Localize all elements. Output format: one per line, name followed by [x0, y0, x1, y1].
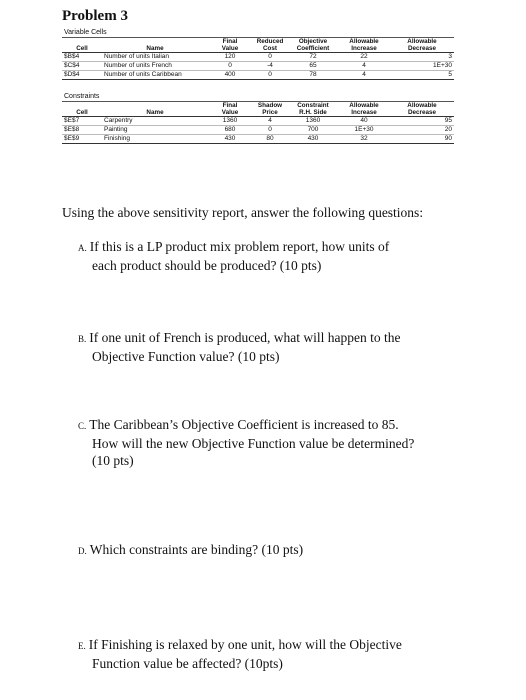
cell-ref: $B$4 — [62, 53, 102, 62]
allowable-decrease: 3 — [390, 53, 454, 62]
final-value: 0 — [208, 62, 252, 71]
objective-coefficient: 78 — [288, 71, 338, 80]
question-line: each product should be produced? (10 pts) — [92, 258, 322, 273]
column-header: Reduced — [256, 38, 284, 45]
constraints-label: Constraints — [62, 92, 454, 102]
column-header: Name — [102, 109, 208, 117]
column-header — [62, 38, 102, 45]
table-row — [62, 62, 454, 71]
column-header: Cell — [62, 45, 102, 53]
table-header-row — [62, 45, 454, 53]
shadow-price: 0 — [252, 126, 288, 135]
variable-cells-table — [62, 38, 454, 80]
allowable-decrease: 5 — [390, 71, 454, 80]
table-row — [62, 135, 454, 144]
question-b — [78, 329, 488, 365]
column-header: Shadow — [257, 102, 283, 109]
allowable-decrease: 90 — [390, 135, 454, 144]
question-letter: E. — [78, 641, 86, 651]
constraint-name: Carpentry — [102, 117, 208, 126]
question-line: Function value be affected? (10pts) — [92, 656, 283, 671]
column-header: Coefficient — [288, 45, 338, 53]
allowable-increase: 4 — [338, 71, 390, 80]
question-letter: D. — [78, 546, 87, 556]
cell-ref: $D$4 — [62, 71, 102, 80]
allowable-increase: 32 — [338, 135, 390, 144]
cell-ref: $E$8 — [62, 126, 102, 135]
variable-cells-label: Variable Cells — [62, 28, 454, 38]
allowable-increase: 1E+30 — [338, 126, 390, 135]
cell-ref: $C$4 — [62, 62, 102, 71]
column-header — [102, 38, 208, 45]
final-value: 400 — [208, 71, 252, 80]
rhs-value: 1360 — [288, 117, 338, 126]
question-line: If one unit of French is produced, what will happen to the — [89, 330, 401, 345]
column-header: Value — [208, 109, 252, 117]
final-value: 680 — [208, 126, 252, 135]
allowable-decrease: 20 — [390, 126, 454, 135]
variable-name: Number of units Italian — [102, 53, 208, 62]
table-row — [62, 71, 454, 80]
column-header: Cell — [62, 109, 102, 117]
table-header-row — [62, 102, 454, 109]
question-line: The Caribbean’s Objective Coefficient is increased to 85. — [89, 417, 399, 432]
table-row — [62, 126, 454, 135]
column-header: Objective — [298, 38, 328, 45]
allowable-increase: 4 — [338, 62, 390, 71]
constraint-name: Painting — [102, 126, 208, 135]
column-header: R.H. Side — [288, 109, 338, 117]
question-c — [78, 416, 488, 469]
final-value: 430 — [208, 135, 252, 144]
question-letter: A. — [78, 243, 87, 253]
question-a — [78, 238, 488, 274]
final-value: 1360 — [208, 117, 252, 126]
shadow-price: 80 — [252, 135, 288, 144]
question-line: If this is a LP product mix problem report, how units of — [89, 239, 390, 254]
question-line: How will the new Objective Function value be determined? — [92, 436, 415, 451]
question-line: Which constraints are binding? (10 pts) — [89, 542, 304, 557]
table-header-row — [62, 38, 454, 45]
column-header: Decrease — [390, 45, 454, 53]
table-row — [62, 53, 454, 62]
reduced-cost: -4 — [252, 62, 288, 71]
question-line: Objective Function value? (10 pts) — [92, 349, 280, 364]
column-header — [62, 102, 102, 109]
shadow-price: 4 — [252, 117, 288, 126]
cell-ref: $E$9 — [62, 135, 102, 144]
question-letter: B. — [78, 334, 87, 344]
column-header: Value — [208, 45, 252, 53]
sensitivity-report — [62, 28, 454, 144]
allowable-decrease: 1E+30 — [390, 62, 454, 71]
column-header: Increase — [338, 109, 390, 117]
variable-name: Number of units French — [102, 62, 208, 71]
question-line: (10 pts) — [92, 453, 134, 468]
objective-coefficient: 65 — [288, 62, 338, 71]
question-letter: C. — [78, 421, 87, 431]
reduced-cost: 0 — [252, 71, 288, 80]
column-header: Name — [102, 45, 208, 53]
table-header-row — [62, 109, 454, 117]
column-header: Price — [252, 109, 288, 117]
allowable-increase: 40 — [338, 117, 390, 126]
allowable-increase: 22 — [338, 53, 390, 62]
problem-title: Problem 3 — [62, 8, 128, 24]
objective-coefficient: 72 — [288, 53, 338, 62]
rhs-value: 700 — [288, 126, 338, 135]
question-line: If Finishing is relaxed by one unit, how will the Objective — [88, 637, 402, 652]
column-header — [102, 102, 208, 109]
column-header: Allowable — [407, 38, 437, 45]
final-value: 120 — [208, 53, 252, 62]
column-header: Final — [222, 38, 238, 45]
question-e — [78, 636, 488, 672]
instructions-text: Using the above sensitivity report, answer the following questions: — [62, 205, 424, 220]
rhs-value: 430 — [288, 135, 338, 144]
column-header: Increase — [338, 45, 390, 53]
column-header: Decrease — [390, 109, 454, 117]
column-header: Allowable — [349, 38, 379, 45]
question-d — [78, 541, 488, 560]
column-header: Allowable — [407, 102, 437, 109]
cell-ref: $E$7 — [62, 117, 102, 126]
variable-name: Number of units Caribbean — [102, 71, 208, 80]
table-row — [62, 117, 454, 126]
constraints-table — [62, 102, 454, 144]
column-header: Constraint — [297, 102, 329, 109]
column-header: Final — [222, 102, 238, 109]
column-header: Cost — [252, 45, 288, 53]
constraint-name: Finishing — [102, 135, 208, 144]
column-header: Allowable — [349, 102, 379, 109]
allowable-decrease: 95 — [390, 117, 454, 126]
reduced-cost: 0 — [252, 53, 288, 62]
